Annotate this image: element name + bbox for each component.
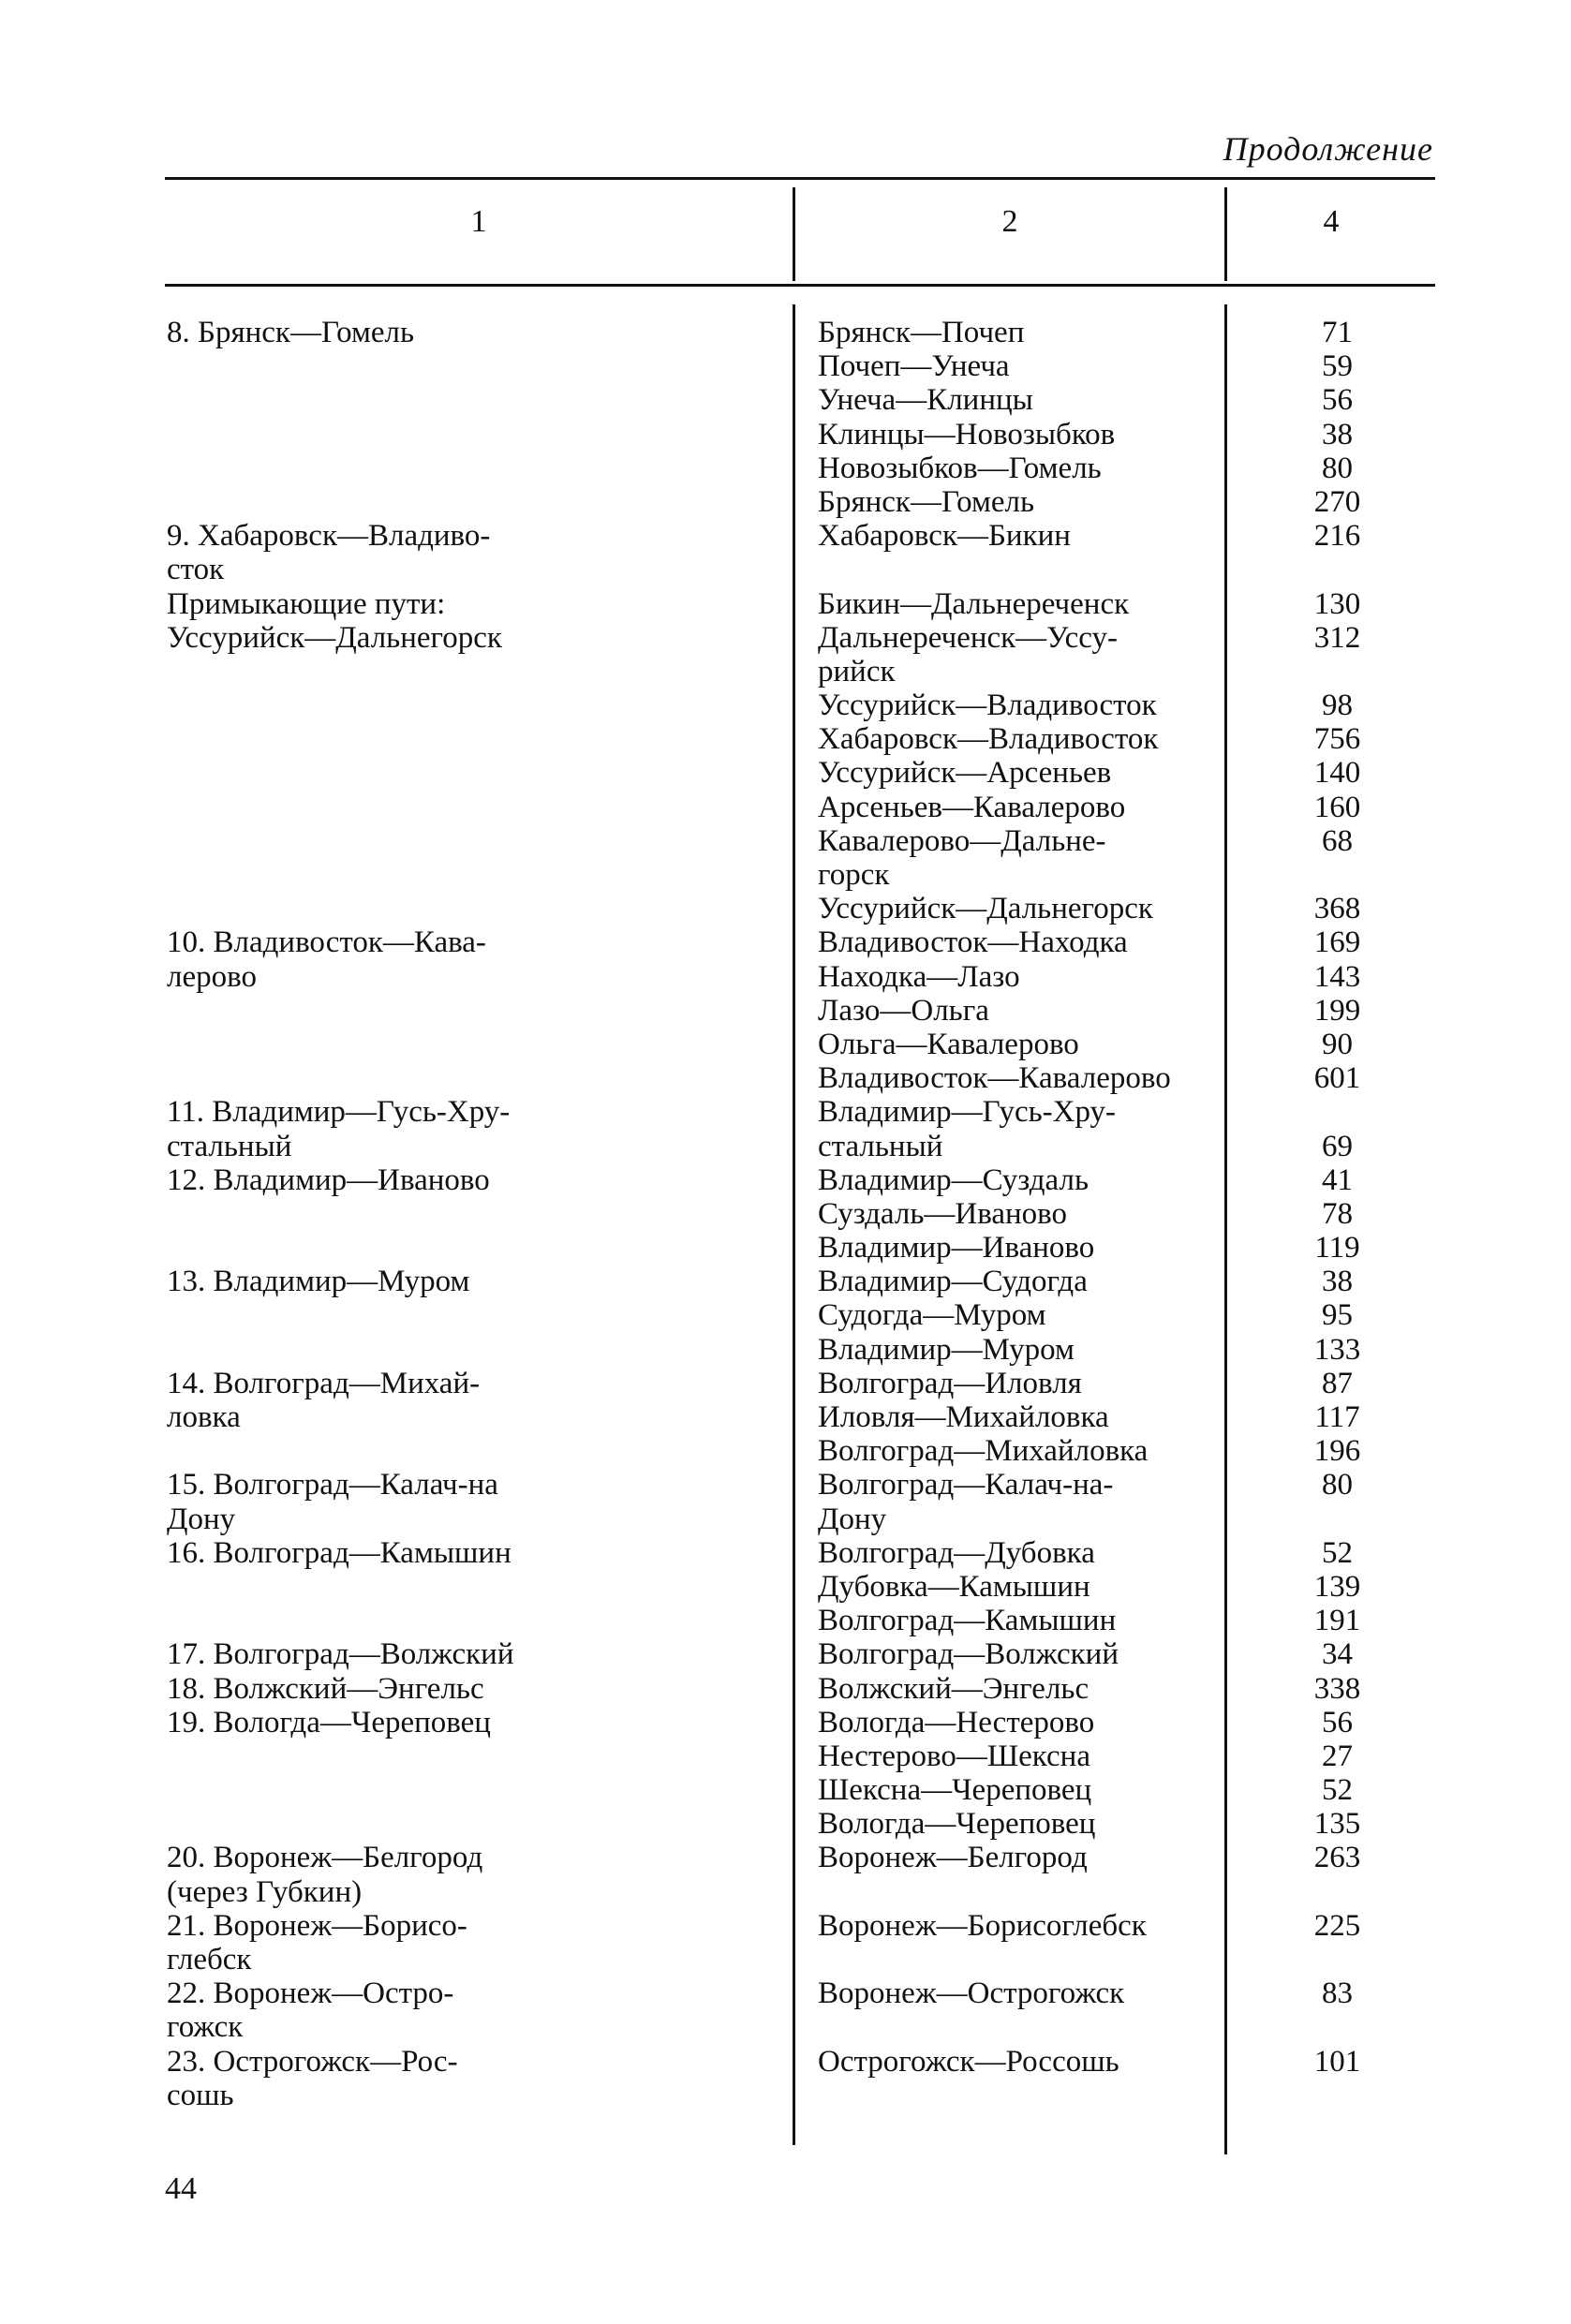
table-row xyxy=(0,1400,1571,1434)
table-row xyxy=(0,553,1571,586)
distance-cell: 41 xyxy=(1322,1162,1353,1197)
route-cell: 17. Волгоград—Волжский xyxy=(167,1637,514,1672)
distance-cell: 133 xyxy=(1313,1332,1361,1367)
distance-cell: 263 xyxy=(1313,1841,1361,1875)
segment-cell: Кавалерово—Дальне- xyxy=(818,823,1106,858)
table-row xyxy=(0,383,1571,417)
distance-cell: 87 xyxy=(1322,1366,1353,1400)
table-row xyxy=(0,1807,1571,1841)
table-row xyxy=(0,418,1571,451)
route-cell: Уссурийск—Дальнегорск xyxy=(167,620,502,655)
route-cell: 9. Хабаровск—Владиво- xyxy=(167,519,491,554)
distance-cell: 312 xyxy=(1313,620,1361,655)
table-row xyxy=(0,925,1571,959)
distance-cell: 169 xyxy=(1313,925,1361,960)
table-row xyxy=(0,1875,1571,1909)
table-row xyxy=(0,722,1571,756)
page-number: 44 xyxy=(165,2171,197,2206)
route-cell: глебск xyxy=(167,1943,252,1976)
segment-cell: Вологда—Нестерово xyxy=(818,1705,1095,1739)
segment-cell: Воронеж—Белгород xyxy=(818,1841,1088,1875)
distance-cell: 78 xyxy=(1322,1196,1353,1231)
segment-cell: Судогда—Муром xyxy=(818,1298,1046,1333)
distance-cell: 59 xyxy=(1322,349,1353,384)
segment-cell: Уссурийск—Дальнегорск xyxy=(818,892,1153,926)
segment-cell: Уссурийск—Владивосток xyxy=(818,688,1157,723)
table-row xyxy=(0,587,1571,621)
table-row xyxy=(0,621,1571,655)
table-row xyxy=(0,1130,1571,1163)
table-row xyxy=(0,791,1571,824)
segment-cell: Дальнереченск—Уссу- xyxy=(818,620,1118,655)
table-row xyxy=(0,1637,1571,1671)
distance-cell: 27 xyxy=(1322,1739,1353,1773)
route-cell: 14. Волгоград—Михай- xyxy=(167,1366,481,1400)
distance-cell: 90 xyxy=(1322,1027,1353,1061)
table-row xyxy=(0,1095,1571,1129)
table-row xyxy=(0,1909,1571,1943)
table-row xyxy=(0,451,1571,485)
table-row xyxy=(0,1706,1571,1739)
distance-cell: 71 xyxy=(1322,316,1353,349)
route-cell: Примыкающие пути: xyxy=(167,586,446,621)
distance-cell: 139 xyxy=(1313,1569,1361,1604)
route-cell: стальный xyxy=(167,1129,292,1163)
segment-cell: Иловля—Михайловка xyxy=(818,1400,1109,1434)
segment-cell: Владимир—Суздаль xyxy=(818,1162,1089,1197)
segment-cell: Владивосток—Находка xyxy=(818,925,1128,960)
route-cell: 22. Воронеж—Остро- xyxy=(167,1976,454,2011)
distance-cell: 52 xyxy=(1322,1535,1353,1570)
segment-cell: Шексна—Череповец xyxy=(818,1773,1092,1808)
segment-cell: Находка—Лазо xyxy=(818,959,1020,994)
table-row xyxy=(0,1570,1571,1604)
distance-cell: 80 xyxy=(1322,1468,1353,1502)
table-row xyxy=(0,1197,1571,1231)
header-col-1: 1 xyxy=(470,204,487,239)
table-row xyxy=(0,1604,1571,1637)
segment-cell: Брянск—Гомель xyxy=(818,484,1035,519)
segment-cell: Почеп—Унеча xyxy=(818,349,1010,384)
segment-cell: Волгоград—Дубовка xyxy=(818,1535,1095,1570)
table-row xyxy=(0,349,1571,383)
distance-cell: 191 xyxy=(1313,1604,1361,1638)
route-cell: 18. Волжский—Энгельс xyxy=(167,1671,484,1706)
route-cell: ловка xyxy=(167,1400,241,1434)
table-row xyxy=(0,1976,1571,2010)
table-row xyxy=(0,824,1571,858)
segment-cell: Волгоград—Камышин xyxy=(818,1604,1117,1638)
route-cell: сток xyxy=(167,553,225,587)
table-row xyxy=(0,688,1571,722)
table-row xyxy=(0,1502,1571,1536)
distance-cell: 338 xyxy=(1313,1671,1361,1706)
table-row xyxy=(0,2079,1571,2112)
table-row xyxy=(0,960,1571,994)
segment-cell: Нестерово—Шексна xyxy=(818,1739,1090,1773)
table-row xyxy=(0,316,1571,349)
distance-cell: 69 xyxy=(1322,1129,1353,1163)
header-col-4: 4 xyxy=(1323,204,1340,239)
distance-cell: 56 xyxy=(1322,383,1353,418)
segment-cell: стальный xyxy=(818,1129,943,1163)
table-top-rule xyxy=(165,177,1435,180)
route-cell: 21. Воронеж—Борисо- xyxy=(167,1908,467,1943)
table-row xyxy=(0,1333,1571,1367)
segment-cell: горск xyxy=(818,858,890,892)
distance-cell: 756 xyxy=(1313,722,1361,757)
table-row xyxy=(0,519,1571,553)
segment-cell: Уссурийск—Арсеньев xyxy=(818,756,1112,791)
distance-cell: 140 xyxy=(1313,756,1361,791)
route-cell: 15. Волгоград—Калач-на xyxy=(167,1468,498,1502)
distance-cell: 270 xyxy=(1313,484,1361,519)
segment-cell: Волгоград—Михайловка xyxy=(818,1434,1149,1469)
segment-cell: Бикин—Дальнереченск xyxy=(818,586,1130,621)
segment-cell: Острогожск—Россошь xyxy=(818,2044,1119,2079)
route-cell: 19. Вологда—Череповец xyxy=(167,1705,491,1739)
route-cell: 12. Владимир—Иваново xyxy=(167,1162,490,1197)
distance-cell: 130 xyxy=(1313,586,1361,621)
table-row xyxy=(0,1028,1571,1061)
route-cell: 16. Волгоград—Камышин xyxy=(167,1535,511,1570)
segment-cell: рийск xyxy=(818,654,896,688)
table-row xyxy=(0,1739,1571,1773)
table-row xyxy=(0,1773,1571,1807)
segment-cell: Волгоград—Иловля xyxy=(818,1366,1082,1400)
distance-cell: 368 xyxy=(1313,892,1361,926)
route-cell: 13. Владимир—Муром xyxy=(167,1265,470,1299)
table-row xyxy=(0,1468,1571,1502)
table-row xyxy=(0,655,1571,688)
table-row xyxy=(0,1536,1571,1570)
distance-cell: 225 xyxy=(1313,1908,1361,1943)
distance-cell: 199 xyxy=(1313,993,1361,1028)
segment-cell: Дону xyxy=(818,1502,887,1536)
distance-cell: 80 xyxy=(1322,451,1353,485)
distance-cell: 83 xyxy=(1322,1976,1353,2011)
segment-cell: Волгоград—Калач-на- xyxy=(818,1468,1114,1502)
segment-cell: Хабаровск—Владивосток xyxy=(818,722,1159,757)
segment-cell: Владимир—Муром xyxy=(818,1332,1075,1367)
table-row xyxy=(0,1434,1571,1468)
distance-cell: 101 xyxy=(1313,2044,1361,2079)
route-cell: 11. Владимир—Гусь-Хру- xyxy=(167,1095,511,1130)
continuation-label: Продолжение xyxy=(1223,130,1433,168)
header-col-2: 2 xyxy=(1001,204,1018,239)
distance-cell: 38 xyxy=(1322,417,1353,451)
distance-cell: 34 xyxy=(1322,1637,1353,1672)
distance-cell: 119 xyxy=(1314,1231,1360,1266)
distance-cell: 68 xyxy=(1322,823,1353,858)
distance-cell: 95 xyxy=(1322,1298,1353,1333)
table-row xyxy=(0,1943,1571,1976)
table-row xyxy=(0,2010,1571,2044)
segment-cell: Волгоград—Волжский xyxy=(818,1637,1119,1672)
distance-cell: 135 xyxy=(1313,1807,1361,1842)
route-cell: сошь xyxy=(167,2078,234,2112)
table-header-rule xyxy=(165,284,1435,287)
table-row xyxy=(0,1061,1571,1095)
segment-cell: Клинцы—Новозыбков xyxy=(818,417,1116,451)
table-row xyxy=(0,994,1571,1028)
segment-cell: Ольга—Кавалерово xyxy=(818,1027,1079,1061)
route-cell: 8. Брянск—Гомель xyxy=(167,316,415,349)
segment-cell: Арсеньев—Кавалерово xyxy=(818,790,1126,824)
distance-cell: 98 xyxy=(1322,688,1353,723)
segment-cell: Новозыбков—Гомель xyxy=(818,451,1102,485)
segment-cell: Волжский—Энгельс xyxy=(818,1671,1089,1706)
distance-cell: 216 xyxy=(1313,519,1361,554)
table-row xyxy=(0,756,1571,790)
distance-cell: 52 xyxy=(1322,1773,1353,1808)
table-row xyxy=(0,892,1571,925)
distance-cell: 601 xyxy=(1313,1061,1361,1096)
segment-cell: Воронеж—Острогожск xyxy=(818,1976,1125,2011)
route-cell: лерово xyxy=(167,959,257,994)
segment-cell: Владимир—Гусь-Хру- xyxy=(818,1095,1117,1130)
segment-cell: Хабаровск—Бикин xyxy=(818,519,1071,554)
route-cell: Дону xyxy=(167,1502,236,1536)
distance-cell: 38 xyxy=(1322,1265,1353,1299)
segment-cell: Владивосток—Кавалерово xyxy=(818,1061,1171,1096)
route-cell: (через Губкин) xyxy=(167,1874,363,1909)
table-row xyxy=(0,1163,1571,1197)
table-row xyxy=(0,1265,1571,1298)
distance-cell: 160 xyxy=(1313,790,1361,824)
table-row xyxy=(0,1367,1571,1400)
distance-cell: 196 xyxy=(1313,1434,1361,1469)
table-row xyxy=(0,1298,1571,1332)
segment-cell: Брянск—Почеп xyxy=(818,316,1025,349)
route-cell: 20. Воронеж—Белгород xyxy=(167,1841,483,1875)
route-cell: гожск xyxy=(167,2010,244,2045)
table-row xyxy=(0,1841,1571,1874)
segment-cell: Вологда—Череповец xyxy=(818,1807,1096,1842)
segment-cell: Владимир—Судогда xyxy=(818,1265,1088,1299)
table-row xyxy=(0,1231,1571,1265)
table-row xyxy=(0,1672,1571,1706)
segment-cell: Дубовка—Камышин xyxy=(818,1569,1090,1604)
distance-cell: 56 xyxy=(1322,1705,1353,1739)
distance-cell: 143 xyxy=(1313,959,1361,994)
segment-cell: Суздаль—Иваново xyxy=(818,1196,1068,1231)
table-row xyxy=(0,485,1571,519)
route-cell: 10. Владивосток—Кава- xyxy=(167,925,486,960)
route-cell: 23. Острогожск—Рос- xyxy=(167,2044,458,2079)
segment-cell: Владимир—Иваново xyxy=(818,1231,1095,1266)
segment-cell: Воронеж—Борисоглебск xyxy=(818,1908,1147,1943)
segment-cell: Лазо—Ольга xyxy=(818,993,989,1028)
table-row xyxy=(0,2045,1571,2079)
table-body xyxy=(0,316,1571,2112)
distance-cell: 117 xyxy=(1314,1400,1360,1434)
segment-cell: Унеча—Клинцы xyxy=(818,383,1033,418)
table-row xyxy=(0,858,1571,892)
